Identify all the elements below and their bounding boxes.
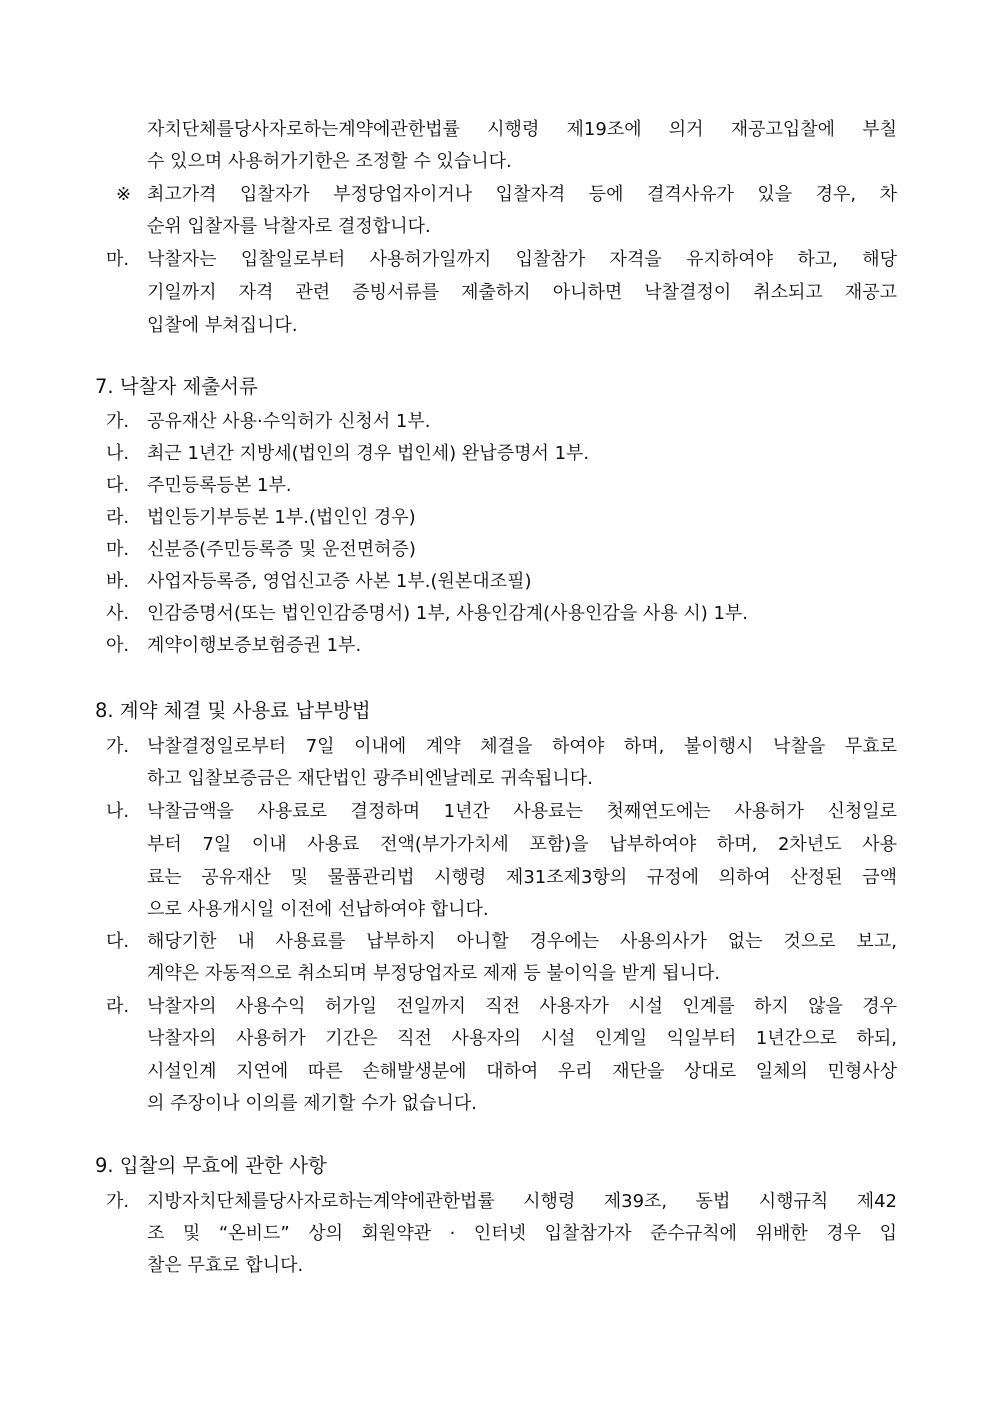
item-line: 료는 공유재산 및 물품관리법 시행령 제31조제3항의 규정에 의하여 산정된 금액 [147,867,897,888]
item-line: 의 주장이나 이의를 제기할 수가 없습니다. [147,1093,477,1114]
item-ma-line-2: 기일까지 자격 관련 증빙서류를 제출하지 아니하면 낙찰결정이 취소되고 재공고 [147,282,897,303]
item-marker: 아. [106,635,130,656]
item-marker: 라. [106,996,130,1017]
item-line: 낙찰금액을 사용료로 결정하며 1년간 사용료는 첫째연도에는 사용허가 신청일로 [147,801,897,822]
item-marker: 다. [106,475,130,496]
list-item: 인감증명서(또는 법인인감증명서) 1부, 사용인감계(사용인감을 사용 시) 1부. [147,603,749,624]
item-marker: 마. [106,249,130,270]
item-line: 시설인계 지연에 따른 손해발생분에 대하여 우리 재단을 상대로 일체의 민형사상 [147,1061,897,1082]
note-line-2: 순위 입찰자를 낙찰자로 결정합니다. [147,216,431,237]
item-marker: 라. [106,507,130,528]
list-item: 공유재산 사용·수익허가 신청서 1부. [147,411,431,432]
item-marker: 나. [106,801,130,822]
note-mark: ※ [116,184,132,205]
list-item: 사업자등록증, 영업신고증 사본 1부.(원본대조필) [147,571,532,592]
list-item: 주민등록등본 1부. [147,475,292,496]
item-line: 낙찰자의 사용허가 기간은 직전 사용자의 시설 인계일 익일부터 1년간으로 하되, [147,1028,897,1049]
item-line: 해당기한 내 사용료를 납부하지 아니할 경우에는 사용의사가 없는 것으로 보고, [147,931,897,952]
list-item: 신분증(주민등록증 및 운전면허증) [147,539,416,560]
item-marker: 마. [106,539,130,560]
item-line: 하고 입찰보증금은 재단법인 광주비엔날레로 귀속됩니다. [147,768,593,789]
section-7-title: 7. 낙찰자 제출서류 [95,375,258,398]
item-marker: 가. [106,411,130,432]
section-9-title: 9. 입찰의 무효에 관한 사항 [95,1154,327,1177]
item-marker: 다. [106,931,130,952]
item-line: 조 및 “온비드” 상의 회원약관 · 인터넷 입찰참가자 준수규칙에 위배한 경우 입 [147,1223,897,1244]
item-line: 지방자치단체를당사자로하는계약에관한법률 시행령 제39조, 동법 시행규칙 제42 [147,1191,897,1212]
item-line: 으로 사용개시일 이전에 선납하여야 합니다. [147,899,489,920]
item-ma-line-3: 입찰에 부쳐집니다. [147,315,298,336]
item-line: 부터 7일 이내 사용료 전액(부가가치세 포함)을 납부하여야 하며, 2차년도 사용 [147,834,897,855]
note-line-1: 최고가격 입찰자가 부정당업자이거나 입찰자격 등에 결격사유가 있을 경우, 차 [147,184,897,205]
item-marker: 가. [106,736,130,757]
item-marker: 바. [106,571,130,592]
item-marker: 나. [106,443,130,464]
item-ma-line-1: 낙찰자는 입찰일로부터 사용허가일까지 입찰참가 자격을 유지하여야 하고, 해당 [147,249,897,270]
list-item: 계약이행보증보험증권 1부. [147,635,362,656]
list-item: 최근 1년간 지방세(법인의 경우 법인세) 완납증명서 1부. [147,443,590,464]
item-line: 낙찰결정일로부터 7일 이내에 계약 체결을 하여야 하며, 불이행시 낙찰을 무효로 [147,736,897,757]
item-marker: 사. [106,603,130,624]
item-line: 계약은 자동적으로 취소되며 부정당업자로 제재 등 불이익을 받게 됩니다. [147,963,721,984]
intro-line-2: 수 있으며 사용허가기한은 조정할 수 있습니다. [147,151,512,172]
list-item: 법인등기부등본 1부.(법인인 경우) [147,507,416,528]
item-line: 찰은 무효로 합니다. [147,1255,304,1276]
item-line: 낙찰자의 사용수익 허가일 전일까지 직전 사용자가 시설 인계를 하지 않을 경우 [147,996,897,1017]
section-8-title: 8. 계약 체결 및 사용료 납부방법 [95,699,371,722]
item-marker: 가. [106,1191,130,1212]
intro-line-1: 자치단체를당사자로하는계약에관한법률 시행령 제19조에 의거 재공고입찰에 부칠 [147,119,897,140]
